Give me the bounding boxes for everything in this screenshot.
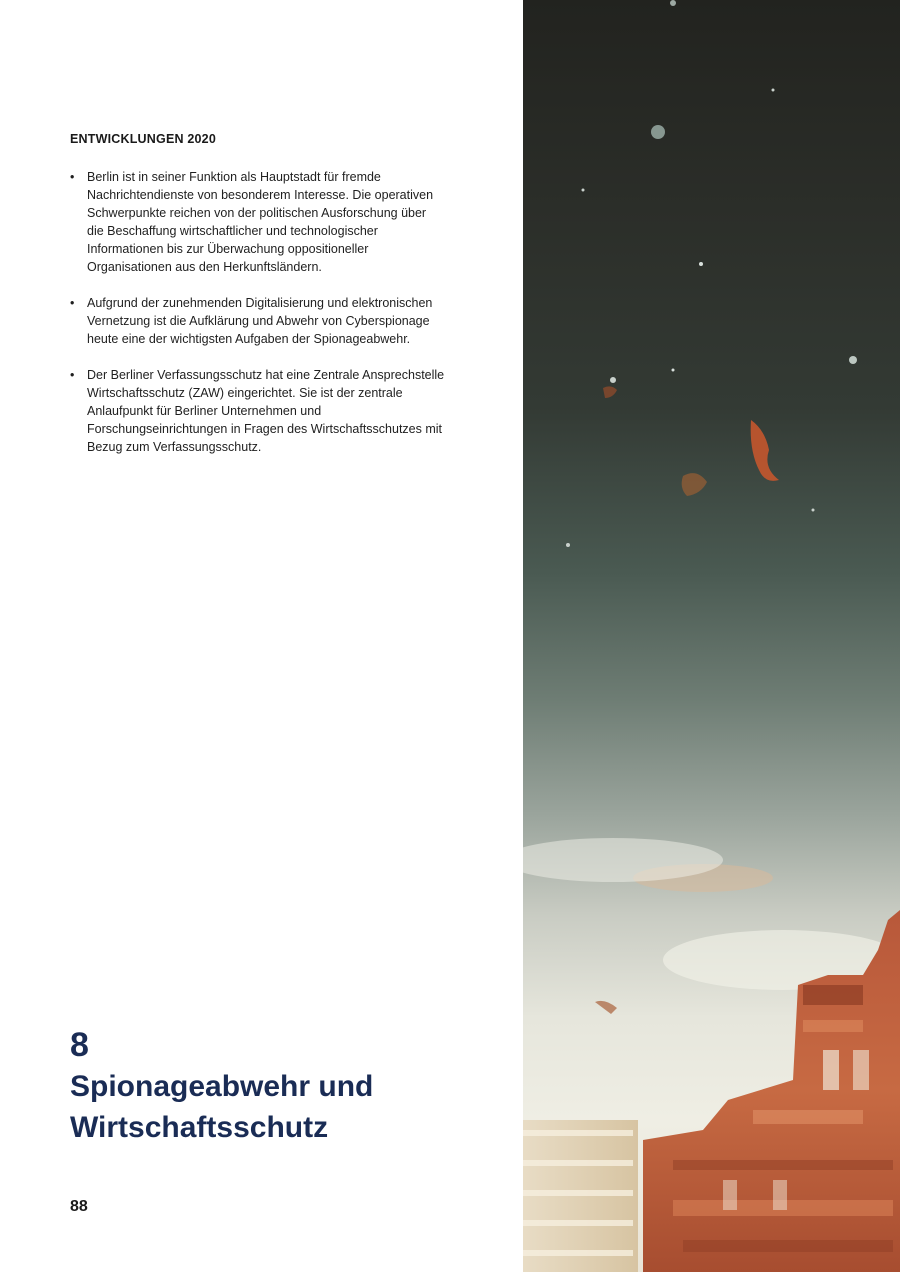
bullet-dot: •: [70, 170, 75, 184]
list-item: [70, 294, 445, 348]
chapter-number: 8: [70, 1026, 89, 1064]
puddle-reflection-photo: [523, 0, 900, 1272]
list-item: [70, 366, 445, 456]
section-heading: ENTWICKLUNGEN 2020: [70, 132, 216, 146]
list-item: [70, 168, 445, 276]
photo-illustration: [523, 0, 900, 1272]
chapter-heading-block: [70, 1024, 373, 1148]
chapter-title-line-1: Spionageabwehr und: [70, 1070, 374, 1103]
bullet-text: Der Berliner Verfassungsschutz hat eine Zentrale Ansprechstelle Wirtschaftsschutz (ZAW) eingerichtet. Sie ist der zentrale Anlaufpunkt für Berliner Unternehmen und Forschungseinrichtungen in Fragen des Wirtschaftsschutzes mit Bezug zum Verfassungsschutz.: [87, 368, 445, 454]
text-column: [70, 0, 450, 1272]
bullet-list: [70, 168, 445, 474]
page-number: 88: [70, 1198, 88, 1215]
chapter-title-line-2: Wirtschaftsschutz: [70, 1111, 329, 1144]
bullet-text: Aufgrund der zunehmenden Digitalisierung und elektronischen Vernetzung ist die Aufklärung und Abwehr von Cyberspionage heute eine der wichtigsten Aufgaben der Spionageabwehr.: [87, 296, 433, 346]
bullet-text: Berlin ist in seiner Funktion als Hauptstadt für fremde Nachrichtendienste von besonderem Interesse. Die operativen Schwerpunkte reichen von der politischen Ausforschung über die Beschaffung wirtschaftlicher und technologischer Informationen bis zur Überwachung oppositioneller Organisationen aus den Herkunftsländern.: [87, 170, 434, 274]
bullet-dot: •: [70, 296, 75, 310]
bullet-dot: •: [70, 368, 75, 382]
